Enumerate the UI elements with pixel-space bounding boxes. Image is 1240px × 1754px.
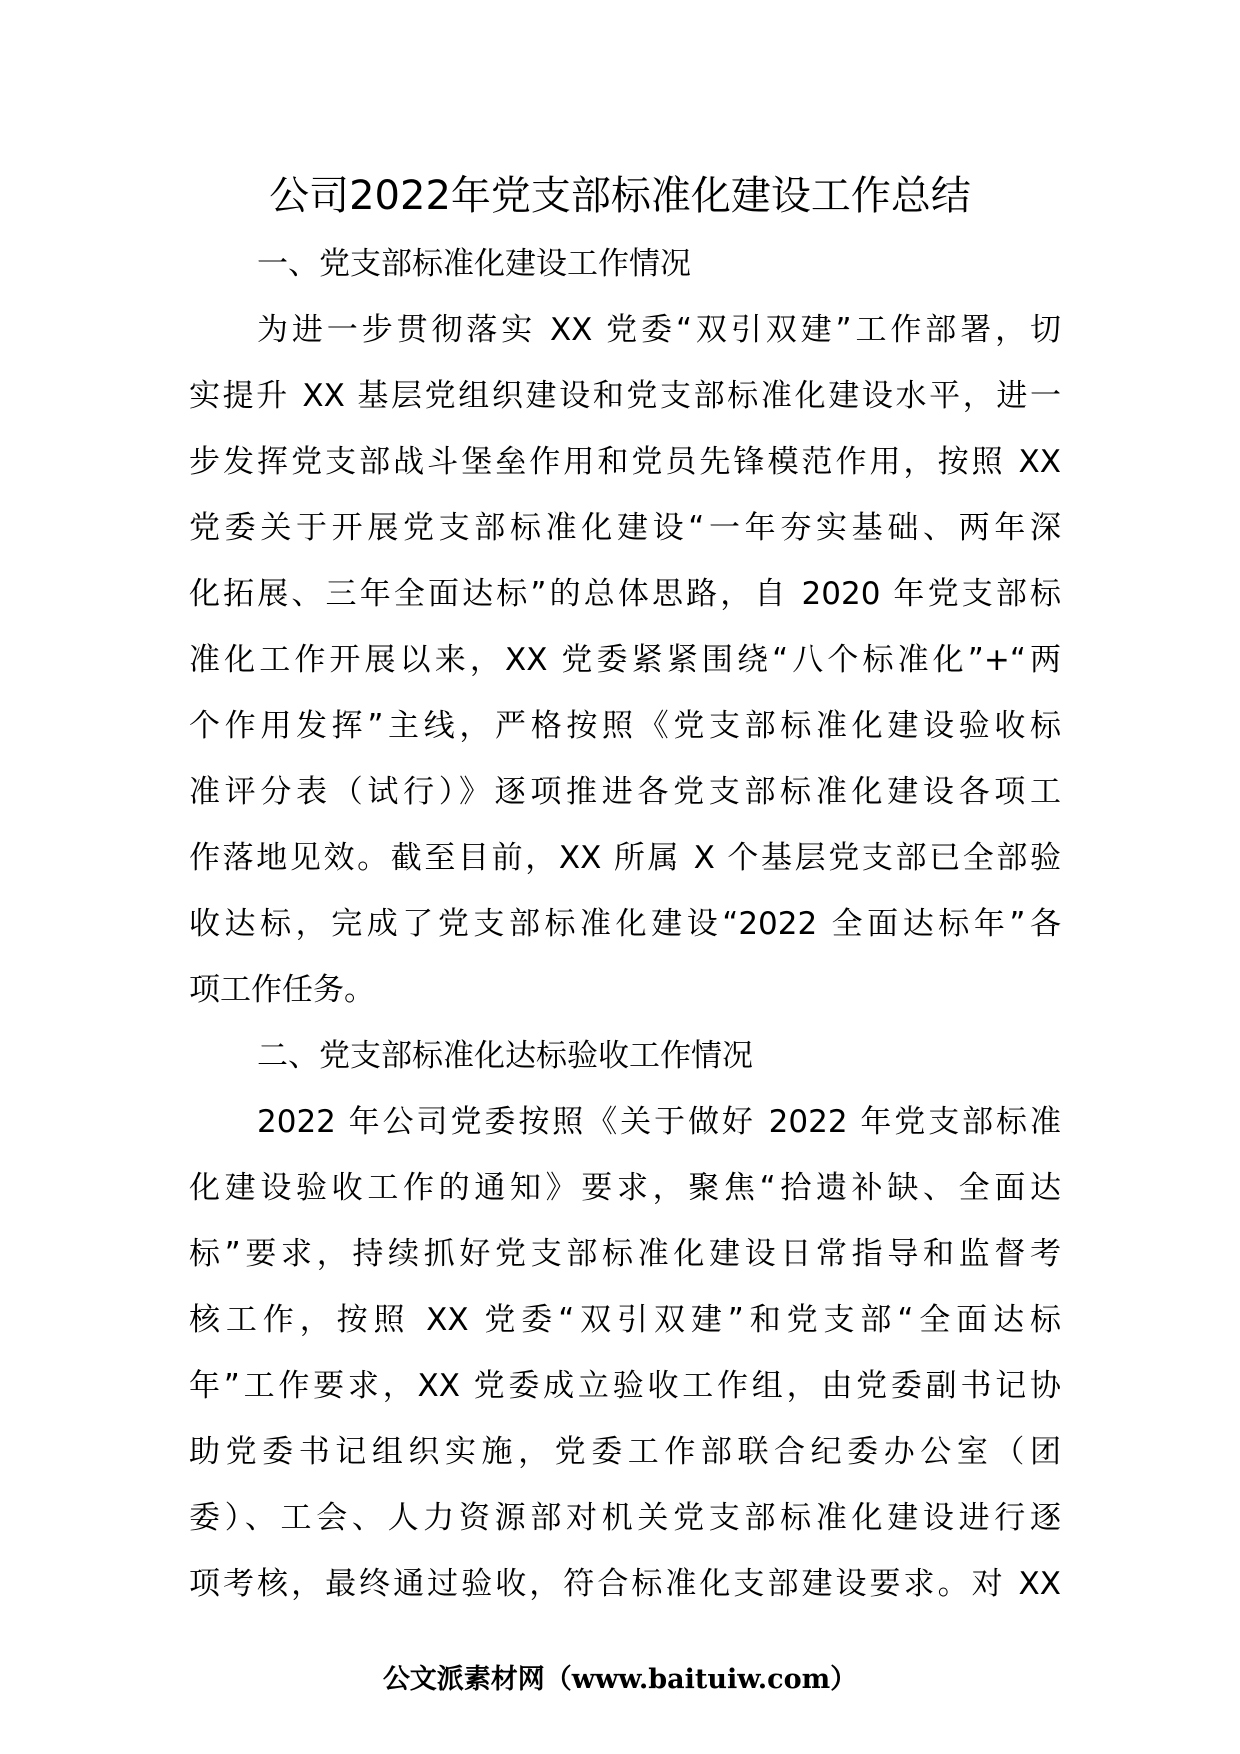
paragraph-line: 准评分表（试行）》逐项推进各党支部标准化建设各项工	[189, 774, 1061, 810]
paragraph-line: 收达标，完成了党支部标准化建设“2022 全面达标年”各	[189, 906, 1061, 942]
paragraph-line: 委）、工会、人力资源部对机关党支部标准化建设进行逐	[189, 1500, 1061, 1536]
section-1-paragraph	[189, 297, 1061, 1023]
paragraph-line: 作落地见效。截至目前，XX 所属 X 个基层党支部已全部验	[189, 840, 1061, 876]
paragraph-line: 标”要求，持续抓好党支部标准化建设日常指导和监督考	[189, 1236, 1061, 1272]
section-heading-2: 二、党支部标准化达标验收工作情况	[257, 1038, 753, 1074]
footer-watermark: 公文派素材网（www.baituiw.com）	[382, 1664, 858, 1695]
paragraph-line: 步发挥党支部战斗堡垒作用和党员先锋模范作用，按照 XX	[189, 444, 1061, 480]
paragraph-line: 准化工作开展以来，XX 党委紧紧围绕“八个标准化”+“两	[189, 642, 1061, 678]
section-heading-1: 一、党支部标准化建设工作情况	[257, 246, 691, 282]
paragraph-line: 实提升 XX 基层党组织建设和党支部标准化建设水平，进一	[189, 378, 1061, 414]
paragraph-line: 2022 年公司党委按照《关于做好 2022 年党支部标准	[257, 1104, 1061, 1140]
document-body	[189, 231, 1061, 1617]
document-title: 公司2022年党支部标准化建设工作总结	[269, 173, 971, 219]
paragraph-line: 年”工作要求，XX 党委成立验收工作组，由党委副书记协	[189, 1368, 1061, 1404]
paragraph-line: 为进一步贯彻落实 XX 党委“双引双建”工作部署，切	[257, 312, 1061, 348]
paragraph-line: 助党委书记组织实施，党委工作部联合纪委办公室（团	[189, 1434, 1061, 1470]
paragraph-line: 党委关于开展党支部标准化建设“一年夯实基础、两年深	[189, 510, 1061, 546]
paragraph-line: 化拓展、三年全面达标”的总体思路，自 2020 年党支部标	[189, 576, 1061, 612]
paragraph-line: 个作用发挥”主线，严格按照《党支部标准化建设验收标	[189, 708, 1061, 744]
section-2-paragraph	[189, 1089, 1061, 1617]
paragraph-line: 核工作，按照 XX 党委“双引双建”和党支部“全面达标	[189, 1302, 1061, 1338]
paragraph-line: 项考核，最终通过验收，符合标准化支部建设要求。对 XX	[189, 1566, 1061, 1602]
paragraph-line: 化建设验收工作的通知》要求，聚焦“拾遗补缺、全面达	[189, 1170, 1061, 1206]
paragraph-line: 项工作任务。	[189, 972, 375, 1008]
